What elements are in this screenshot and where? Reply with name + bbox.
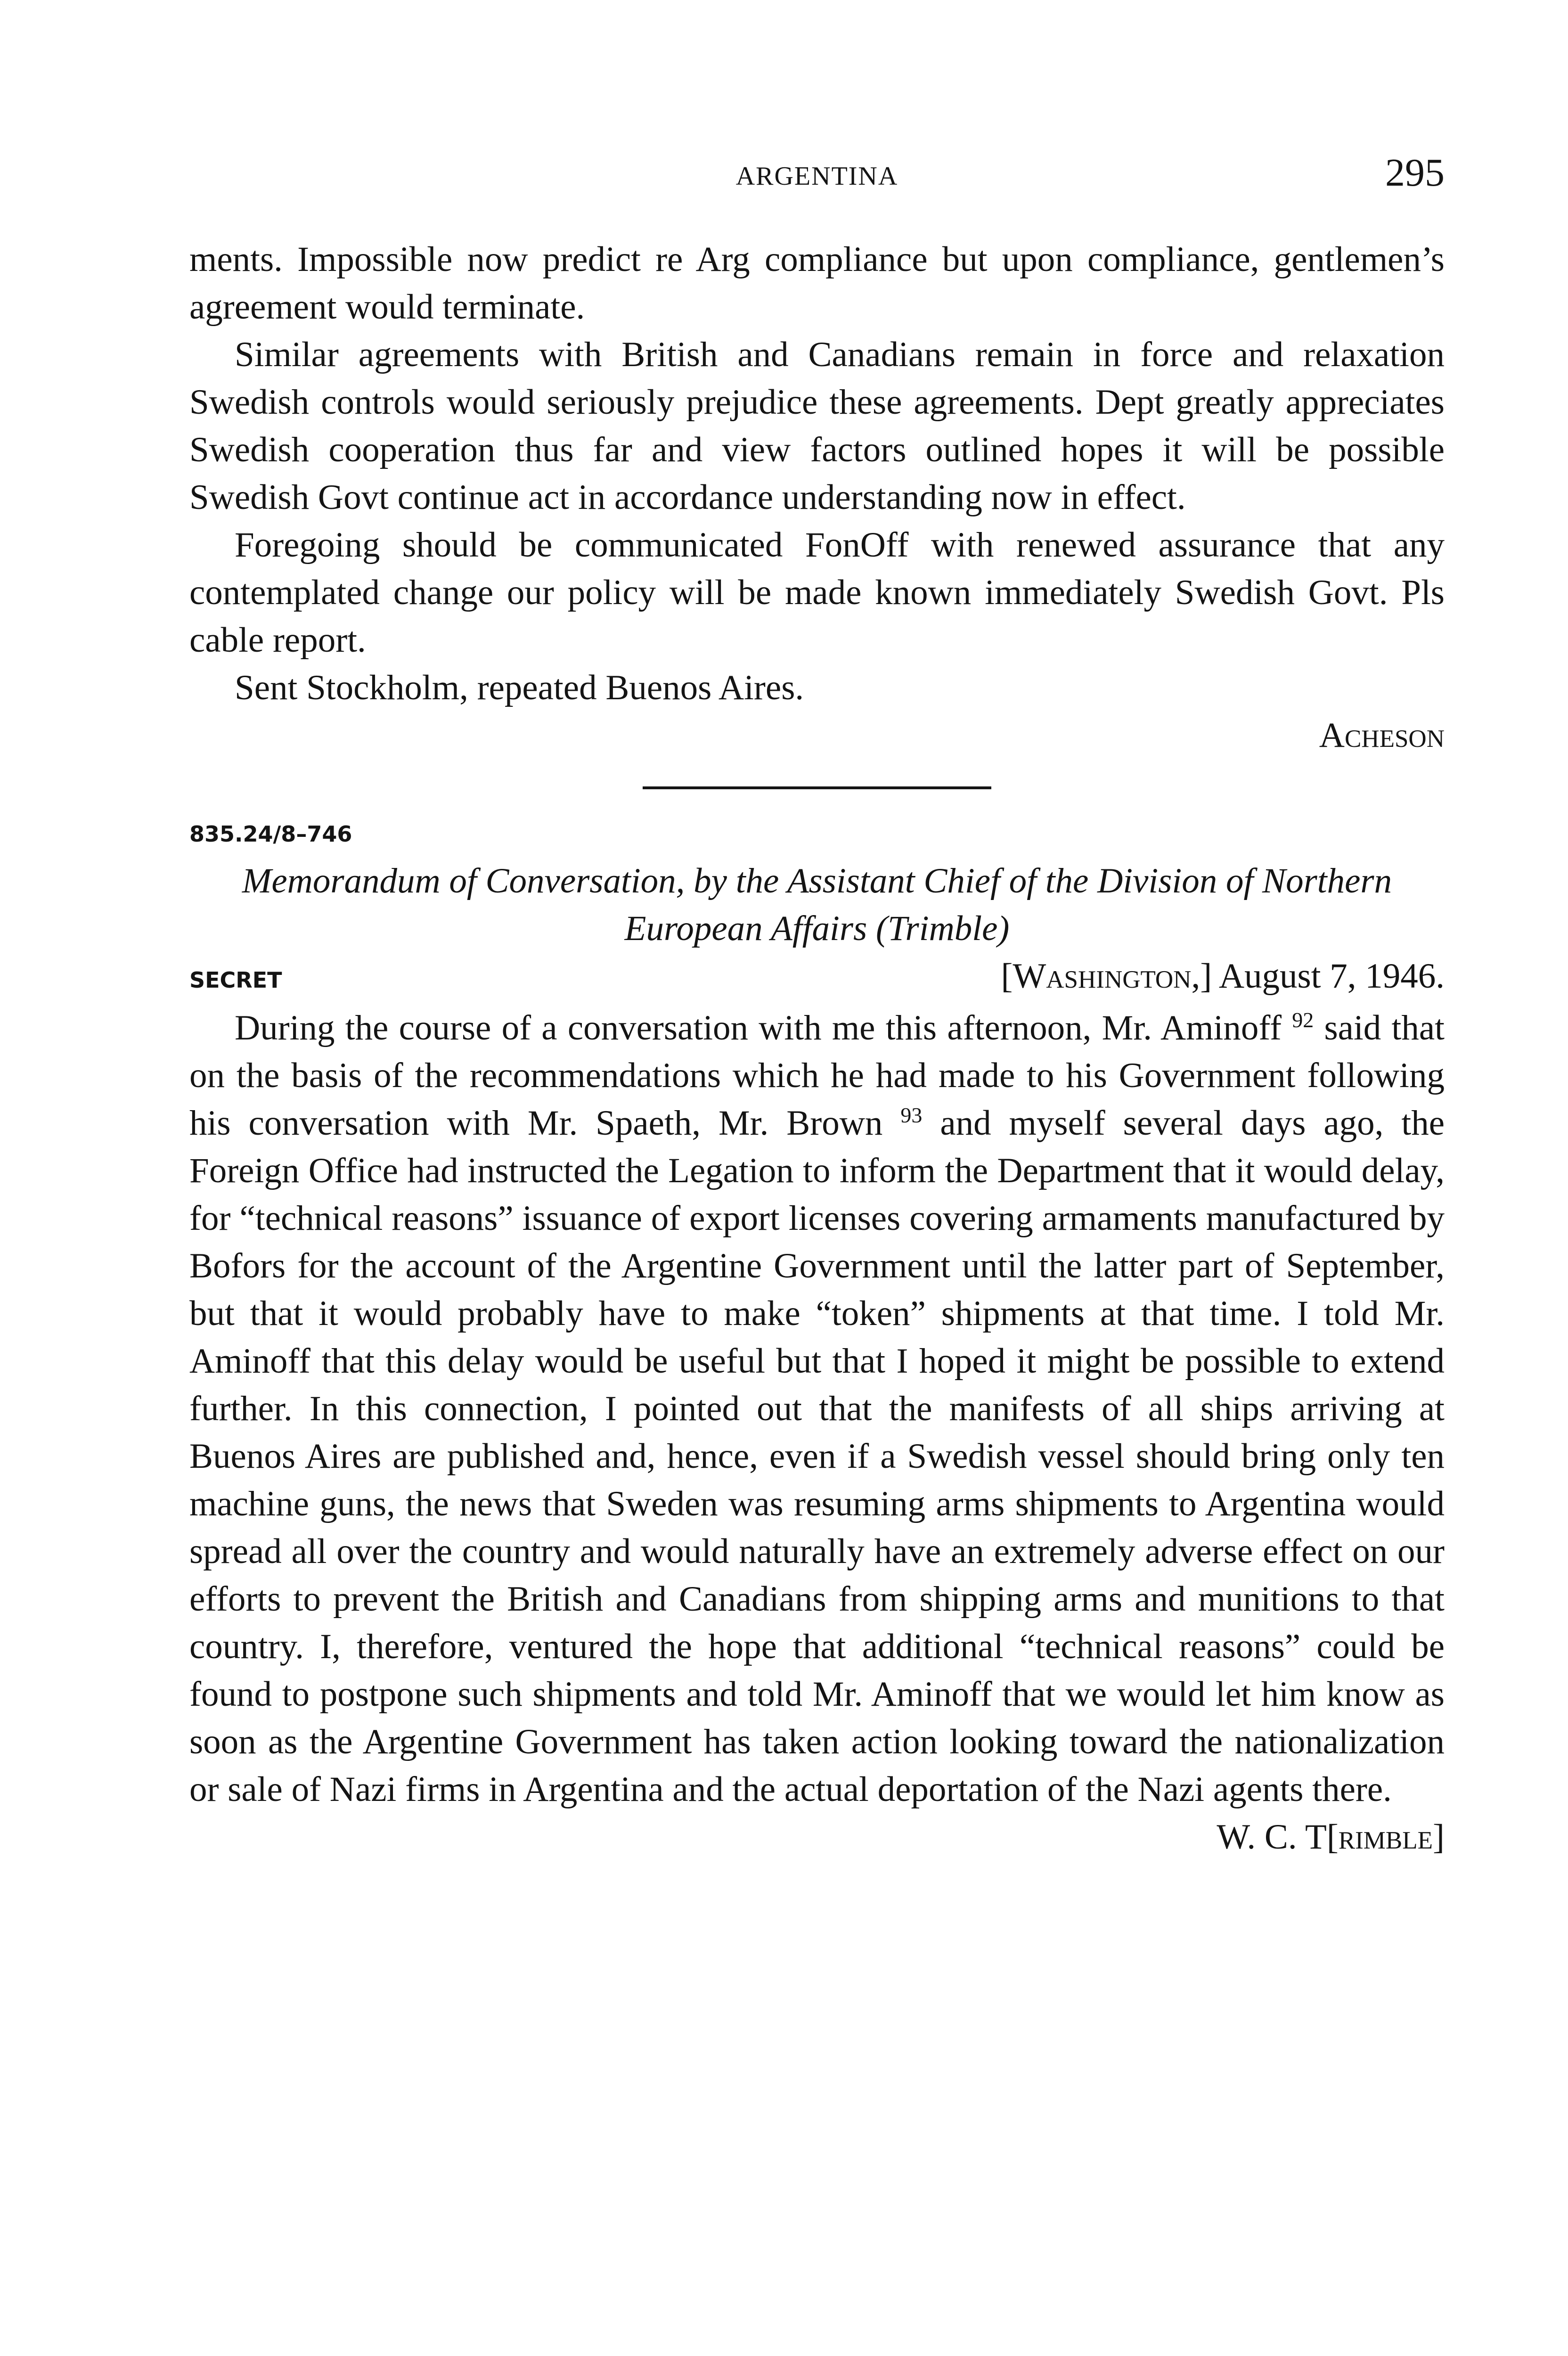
telegram-paragraph: Foregoing should be communicated FonOff with renewed assurance that any contemplated change our policy will be made known immediately Swedish Govt. Pls cable report. <box>189 525 1445 660</box>
signature-completion: [rimble] <box>1326 1817 1445 1857</box>
memo-text-a: During the course of a conversation with me this afternoon, Mr. Aminoff <box>235 1008 1282 1047</box>
dateline <box>189 952 1445 1004</box>
memo-paragraph <box>189 1004 1445 1813</box>
footnote-ref-93[interactable]: 93 <box>900 1103 923 1127</box>
date-and-place <box>1001 952 1445 1000</box>
telegram-paragraph: Sent Stockholm, repeated Buenos Aires. <box>235 668 804 707</box>
section-divider <box>643 786 991 789</box>
page-body <box>189 236 1445 1861</box>
memo-text-b: said that on the basis of the recommendations which he had made to his Government following his conversation with Mr. Spaeth, Mr. Brown <box>189 1008 1445 1143</box>
page-header <box>189 150 1445 206</box>
date: August 7, 1946. <box>1218 957 1445 996</box>
document-title: Memorandum of Conversation, by the Assistant Chief of the Division of Northern European Affairs (Trimble) <box>242 861 1392 948</box>
page-number: 295 <box>1385 151 1445 195</box>
place: [Washington,] <box>1001 957 1212 996</box>
telegram-paragraph: Similar agreements with British and Canadians remain in force and relaxation Swedish controls would seriously prejudice these agreements. Dept greatly appreciates Swedish cooperation thus far and view factors outlined hopes it will be possible Swedish Govt continue act in accordance understanding now in effect. <box>189 335 1445 517</box>
memo-signature <box>189 1813 1445 1861</box>
running-head: ARGENTINA <box>735 162 898 191</box>
classification-label: SECRET <box>189 967 282 993</box>
memo-text-c: and myself several days ago, the Foreign Office had instructed the Legation to inform the Department that it would delay, for “technical reasons” issuance of export licenses covering armaments manufactured by Bofors for the account of the Argentine Government until the latter part of September, but that it would probably have to make “token” shipments at that time. I told Mr. Aminoff that this delay would be useful but that I hoped it might be possible to extend further. In this connection, I pointed out that the manifests of all ships arriving at Buenos Aires are published and, hence, even if a Swedish vessel should bring only ten machine guns, the news that Sweden was resuming arms shipments to Argentina would spread all over the country and would naturally have an extremely adverse effect on our efforts to prevent the British and Canadians from shipping arms and munitions to that country. I, therefore, ventured the hope that additional “technical reasons” could be found to postpone such shipments and told Mr. Aminoff that we would let him know as soon as the Argentine Government has taken action looking toward the nationalization or sale of Nazi firms in Argentina and the actual deportation of the Nazi agents there. <box>189 1104 1445 1809</box>
telegram-signature: Acheson <box>1319 716 1445 755</box>
footnote-ref-92[interactable]: 92 <box>1292 1008 1314 1032</box>
signature-initials: W. C. T <box>1217 1817 1327 1857</box>
file-number: 835.24/8–746 <box>189 821 352 847</box>
telegram-paragraph: ments. Impossible now predict re Arg compliance but upon compliance, gentlemen’s agreement would terminate. <box>189 240 1445 327</box>
